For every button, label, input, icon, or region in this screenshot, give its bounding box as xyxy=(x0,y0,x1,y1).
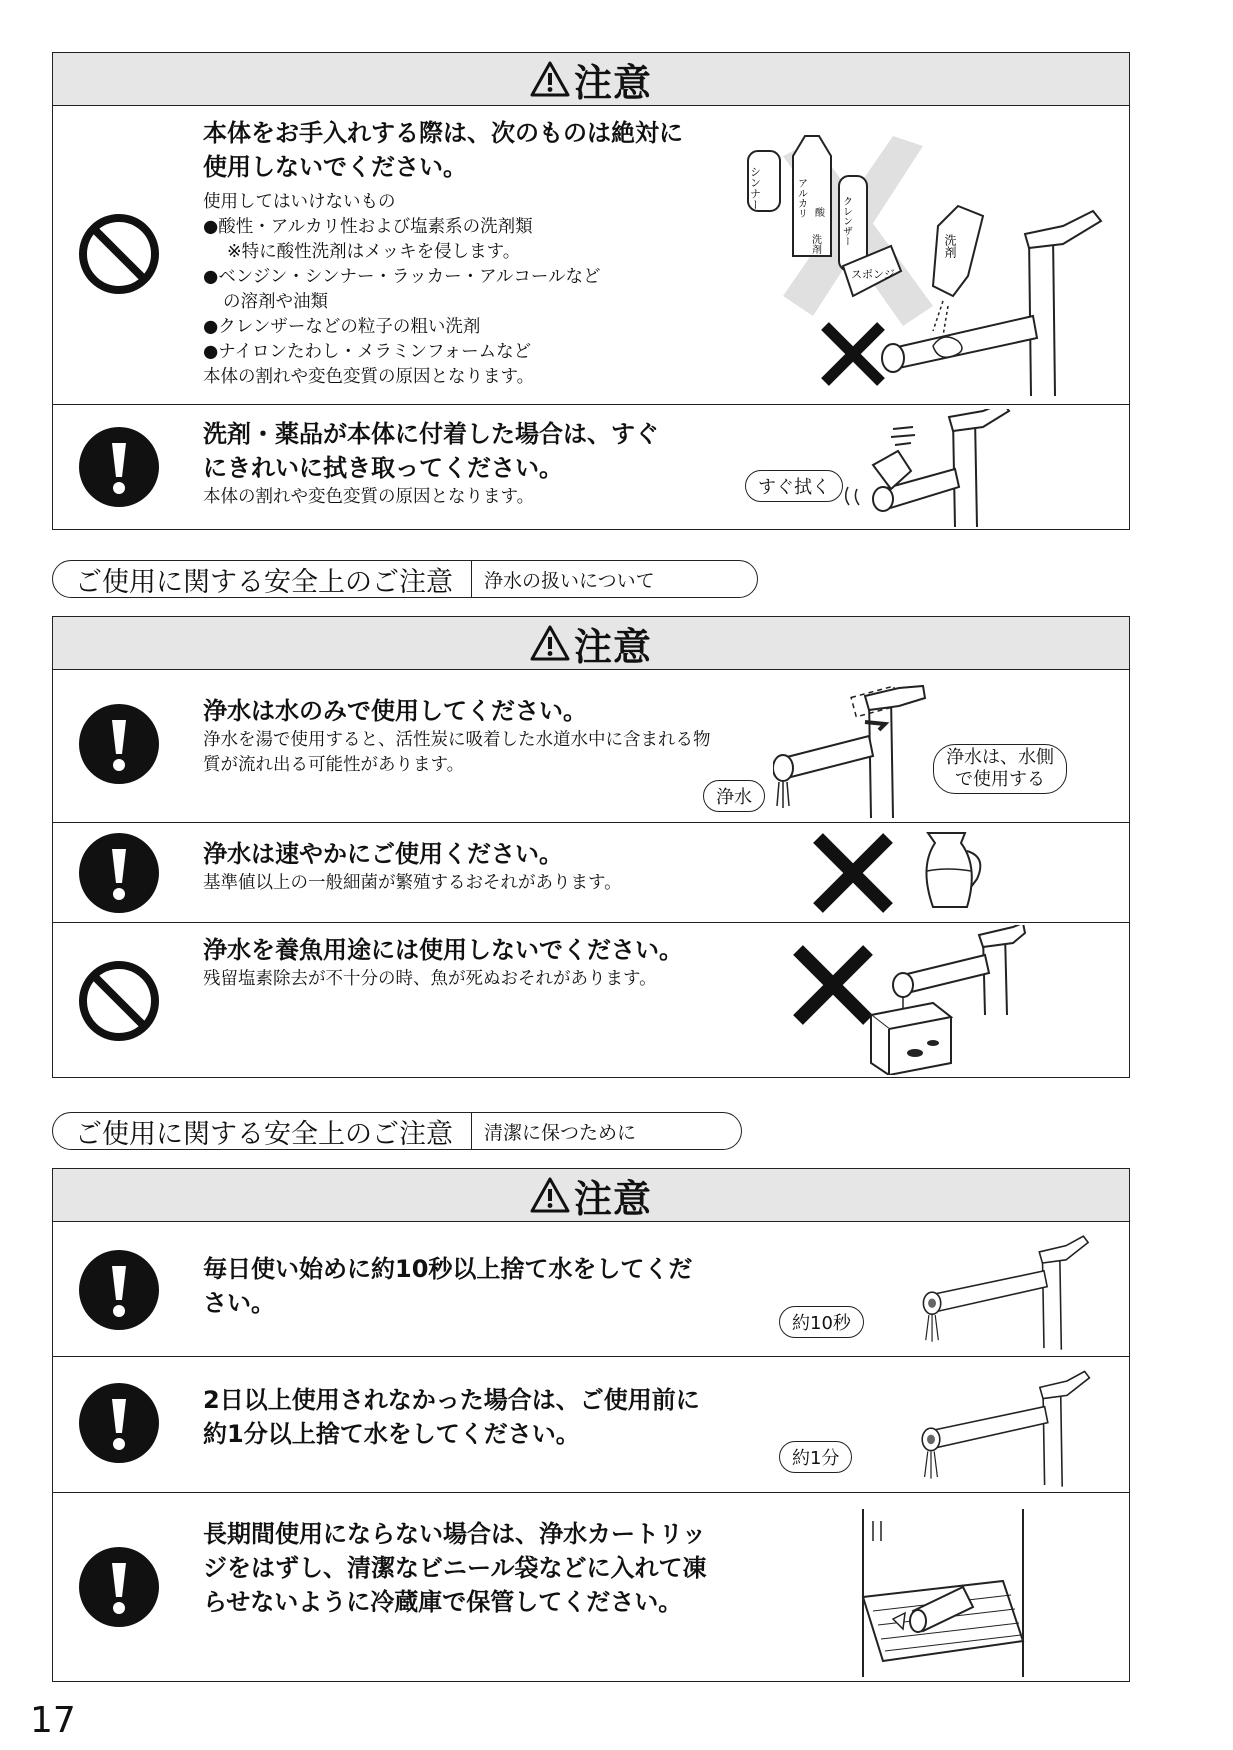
sub-line: の溶剤や油類 xyxy=(223,292,328,312)
caution-box-cleanliness xyxy=(52,1168,1130,1682)
prohibited-x-icon xyxy=(793,945,873,1025)
caution-row-long-term-storage xyxy=(53,1492,1129,1682)
row-heading: 浄水は水のみで使用してください。 xyxy=(203,697,587,725)
sub-line: ●クレンザーなどの粒子の粗い洗剤 xyxy=(203,317,481,337)
one-minute-label: 約1分 xyxy=(779,1441,852,1473)
sub-line: 本体の割れや変色変質の原因となります。 xyxy=(203,487,535,507)
caution-row-no-aquarium xyxy=(53,922,1129,1078)
warning-triangle-icon xyxy=(530,60,570,98)
acid-label: 酸 xyxy=(815,208,825,219)
caution-header xyxy=(53,53,1129,106)
row-heading: 2日以上使用されなかった場合は、ご使用前に約1分以上捨て水をしてください。 xyxy=(203,1386,700,1448)
mandatory-action-icon xyxy=(77,1248,161,1332)
sub-line: 残留塩素除去が不十分の時、魚が死ぬおそれがあります。 xyxy=(203,969,657,989)
caution-row-use-promptly xyxy=(53,822,1129,922)
cleanser-label: クレンザー xyxy=(840,196,852,246)
caution-box-cleaning xyxy=(52,52,1130,530)
caution-row-water-only xyxy=(53,670,1129,822)
use-water-side-label xyxy=(933,744,1067,794)
section-title: ご使用に関する安全上のご注意 xyxy=(53,561,472,597)
section-subtitle: 浄水の扱いについて xyxy=(484,569,655,592)
section-header-water-handling xyxy=(52,560,758,598)
sub-line: ●ベンジン・シンナー・ラッカー・アルコールなど xyxy=(203,267,601,287)
use-water-side-line2: で使用する xyxy=(955,769,1045,790)
caution-row-two-day-flush xyxy=(53,1356,1129,1492)
caution-row-daily-flush xyxy=(53,1222,1129,1356)
wipe-faucet-illustration xyxy=(843,409,1093,529)
alkali-label: アルカリ xyxy=(795,178,807,218)
warning-triangle-icon xyxy=(530,1176,570,1214)
warning-triangle-icon xyxy=(530,624,570,662)
caution-header xyxy=(53,617,1129,670)
caution-row-wipe-off xyxy=(53,404,1129,530)
aquarium-faucet-illustration xyxy=(863,925,1063,1075)
prohibition-icon xyxy=(77,959,161,1043)
mandatory-action-icon xyxy=(77,831,161,915)
detergent-label: 洗剤 xyxy=(809,234,821,254)
row-text xyxy=(203,694,713,778)
row-heading: 浄水は速やかにご使用ください。 xyxy=(203,840,563,868)
spray-label: 洗剤 xyxy=(943,234,957,258)
wipe-immediately-label: すぐ拭く xyxy=(745,470,843,502)
caution-title: 注意 xyxy=(573,624,652,669)
row-text xyxy=(203,1383,723,1451)
row-text xyxy=(203,417,673,510)
caution-header xyxy=(53,1169,1129,1222)
use-water-side-line1: 浄水は、水側 xyxy=(946,747,1054,768)
prohibited-x-icon xyxy=(813,833,893,913)
row-heading: 本体をお手入れする際は、次のものは絶対に使用しないでください。 xyxy=(203,119,683,181)
faucet-flush-illustration xyxy=(883,1357,1123,1493)
row-text xyxy=(203,933,703,992)
thinner-label: シンナー xyxy=(748,166,762,210)
row-heading: 長期間使用にならない場合は、浄水カートリッジをはずし、清潔なビニール袋などに入れて凍らせないように冷蔵庫で保管してください。 xyxy=(203,1520,707,1616)
caution-row-prohibited-cleaners xyxy=(53,106,1129,404)
row-heading: 浄水を養魚用途には使用しないでください。 xyxy=(203,936,683,964)
mandatory-action-icon xyxy=(77,702,161,786)
row-heading: 毎日使い始めに約10秒以上捨て水をしてください。 xyxy=(203,1255,693,1317)
section-subtitle: 清潔に保つために xyxy=(484,1121,637,1144)
sub-line: ※特に酸性洗剤はメッキを侵します。 xyxy=(227,242,521,262)
row-text xyxy=(203,837,713,896)
mandatory-action-icon xyxy=(77,1381,161,1465)
prohibited-cleaners-illustration xyxy=(743,116,1123,396)
caution-box-purified-water xyxy=(52,616,1130,1078)
page-number: 17 xyxy=(30,1700,76,1741)
pitcher-icon xyxy=(913,825,993,921)
row-text xyxy=(203,1252,693,1320)
sub-line: 使用してはいけないもの xyxy=(203,192,396,212)
sub-line: 浄水を湯で使用すると、活性炭に吸着した水道水中に含まれる物質が流れ出る可能性があります。 xyxy=(203,730,711,775)
refrigerator-storage-illustration xyxy=(853,1501,1043,1677)
sub-line: 本体の割れや変色変質の原因となります。 xyxy=(203,367,535,387)
section-header-cleanliness xyxy=(52,1112,742,1150)
sponge-label: スポンジ xyxy=(851,268,895,281)
row-heading: 洗剤・薬品が本体に付着した場合は、すぐにきれいに拭き取ってください。 xyxy=(203,420,659,482)
mandatory-action-icon xyxy=(77,425,161,509)
row-text xyxy=(203,116,703,390)
sub-line: ●酸性・アルカリ性および塩素系の洗剤類 xyxy=(203,217,533,237)
caution-title: 注意 xyxy=(573,60,652,105)
caution-title: 注意 xyxy=(573,1176,652,1221)
ten-seconds-label: 約10秒 xyxy=(779,1306,864,1338)
sub-line: 基準値以上の一般細菌が繁殖するおそれがあります。 xyxy=(203,873,622,893)
prohibition-icon xyxy=(77,212,161,296)
sub-line: ●ナイロンたわし・メラミンフォームなど xyxy=(203,342,532,362)
faucet-flush-illustration xyxy=(883,1222,1123,1356)
section-title: ご使用に関する安全上のご注意 xyxy=(53,1113,472,1149)
row-text xyxy=(203,1517,723,1619)
purified-water-label: 浄水 xyxy=(703,780,765,812)
mandatory-action-icon xyxy=(77,1545,161,1629)
